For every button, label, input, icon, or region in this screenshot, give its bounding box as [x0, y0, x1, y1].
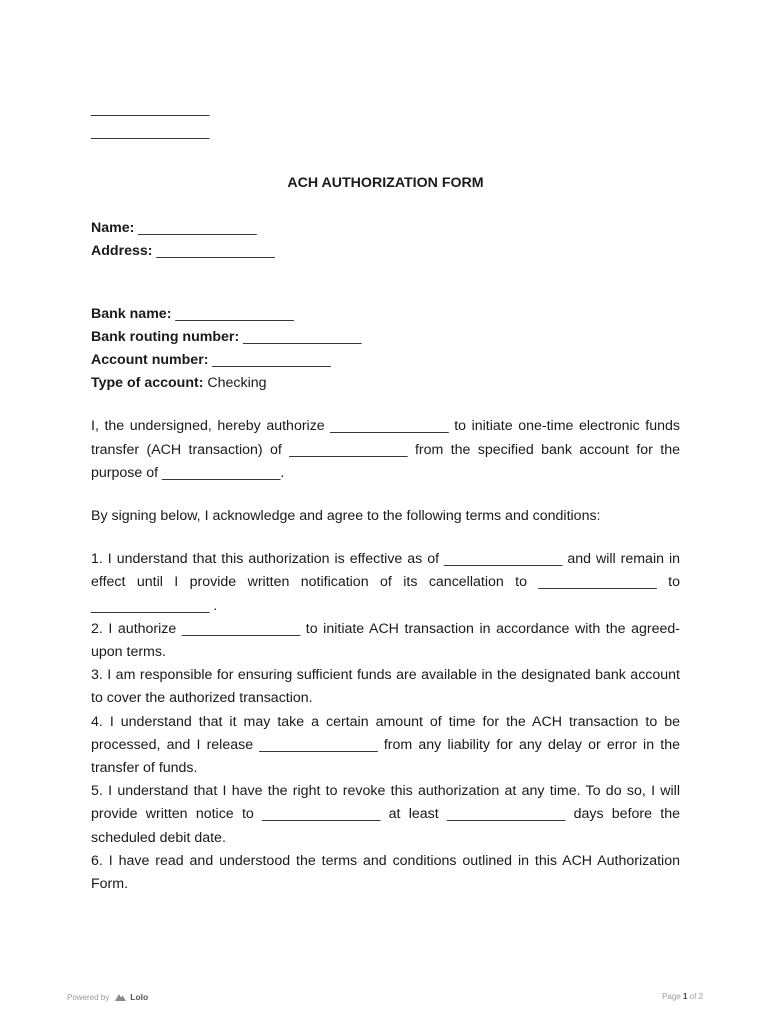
address-value: _______________ — [152, 243, 275, 260]
lolo-logo-icon — [115, 993, 126, 1001]
spacer — [91, 528, 680, 548]
term-item-6: 6. I have read and understood the terms and conditions outlined in this ACH Authorization Form. — [91, 852, 680, 893]
document-body — [91, 98, 680, 896]
term-item-3: 3. I am responsible for ensuring sufficient funds are available in the designated bank account to cover the authorized transaction. — [91, 667, 680, 707]
brand-name: Lolo — [130, 992, 149, 1002]
bank-name-label: Bank name: — [91, 305, 172, 322]
routing-number-field — [91, 326, 680, 349]
bank-name-value: _______________ — [171, 305, 294, 322]
term-item-1: 1. I understand that this authorization is effective as of _______________ and will remain in effect until I provide written notification of its cancellation to _______________ to _______________ . — [91, 551, 680, 614]
account-type-label: Type of account: — [91, 375, 204, 392]
routing-number-value: _______________ — [239, 328, 362, 345]
account-number-label: Account number: — [91, 352, 209, 369]
acknowledgement-paragraph: By signing below, I acknowledge and agree to the following terms and conditions: — [91, 508, 601, 525]
term-item-4: 4. I understand that it may take a certain amount of time for the ACH transaction to be processed, and I release _______________ from any liability for any delay or error in the transfer of funds. — [91, 713, 680, 777]
term-item-2: 2. I authorize _______________ to initiate ACH transaction in accordance with the agreed-upon terms. — [91, 620, 680, 661]
account-type-field — [91, 372, 680, 395]
account-number-field — [91, 349, 680, 372]
account-number-value: _______________ — [208, 352, 331, 369]
footer-powered-by — [67, 992, 148, 1002]
term-item-5: 5. I understand that I have the right to revoke this authorization at any time. To do so, I will provide written notice to _______________ at least _______________ days before the scheduled debit date. — [91, 783, 680, 846]
page-prefix: Page — [662, 992, 681, 1001]
powered-by-text: Powered by — [67, 992, 110, 1002]
bank-name-field — [91, 303, 680, 326]
form-title: ACH AUTHORIZATION FORM — [287, 175, 484, 191]
page-indicator — [662, 992, 703, 1001]
address-field — [91, 240, 680, 263]
name-value: _______________ — [134, 220, 257, 237]
header-blank-1: _______________ — [91, 101, 210, 117]
authorization-paragraph: I, the undersigned, hereby authorize _______________ to initiate one-time electronic funds transfer (ACH transaction) of _______________ from the specified bank account for the purpose of _______________. — [91, 418, 680, 481]
name-label: Name: — [91, 220, 135, 237]
address-label: Address: — [91, 243, 153, 260]
header-blank-2: _______________ — [91, 124, 210, 140]
page-suffix: of 2 — [689, 992, 703, 1001]
name-field — [91, 217, 680, 240]
routing-number-label: Bank routing number: — [91, 328, 240, 345]
spacer — [91, 264, 680, 303]
page-current: 1 — [682, 992, 688, 1001]
account-type-value: Checking — [203, 375, 267, 392]
